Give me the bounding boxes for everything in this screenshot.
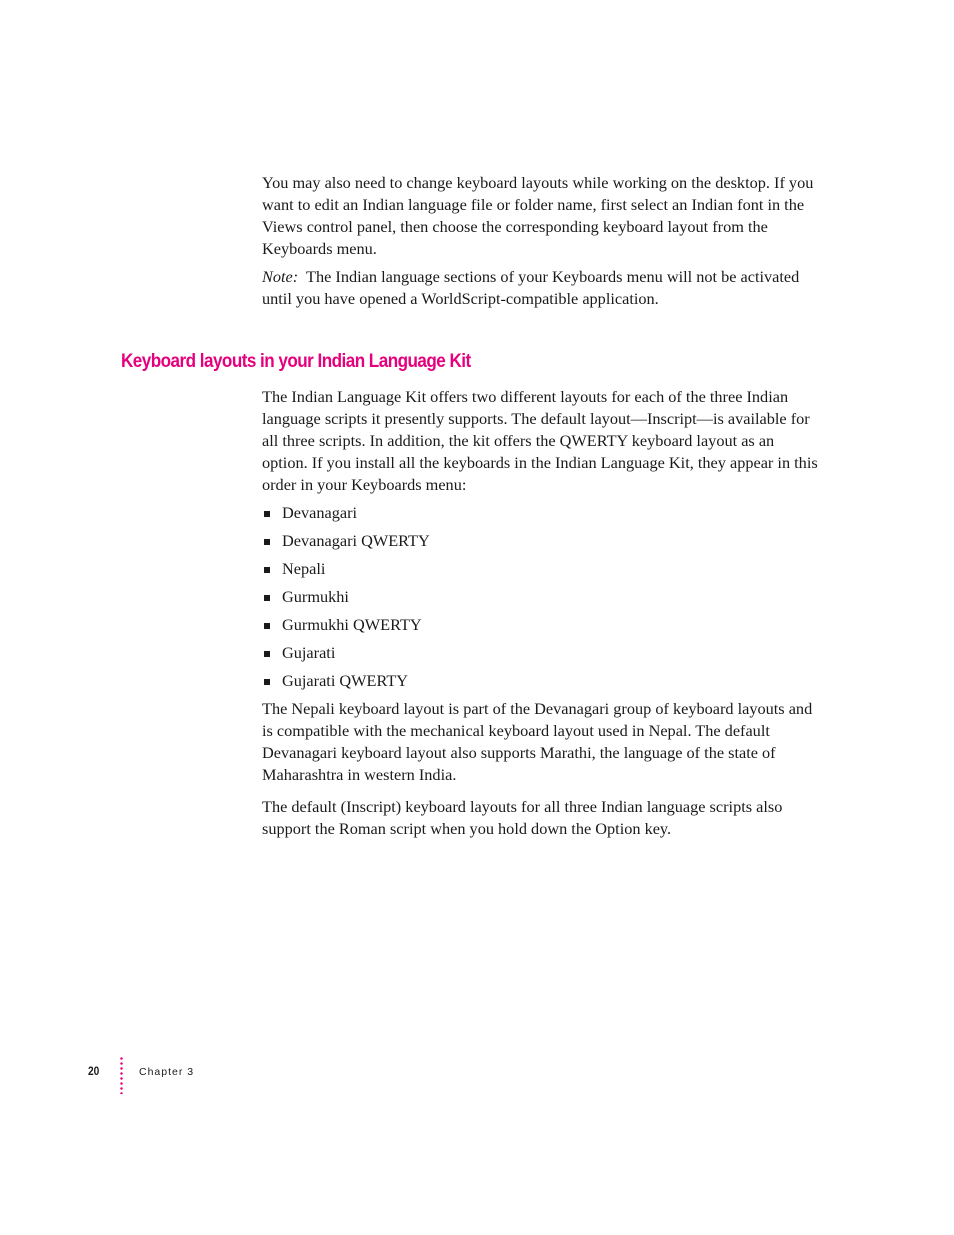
section-paragraph-2: The Nepali keyboard layout is part of the Devanagari group of keyboard layouts and is compatible with the mechanical keyboard layout used in Nepal. The default Devanagari keyboard layout also supports Marathi, the language of the state of Maharashtra in western India. [262, 699, 813, 784]
keyboard-list [262, 502, 822, 692]
section-body [262, 386, 822, 840]
square-bullet-icon [264, 511, 270, 517]
list-item [262, 530, 822, 552]
intro-paragraph: You may also need to change keyboard layouts while working on the desktop. If you want to edit an Indian language file or folder name, first select an Indian font in the Views control panel, then choose the corresponding keyboard layout from the Keyboards menu. [262, 173, 814, 258]
square-bullet-icon [264, 567, 270, 573]
list-item-label: Nepali [282, 559, 326, 578]
chapter-label: Chapter 3 [139, 1066, 195, 1078]
list-item [262, 614, 822, 636]
square-bullet-icon [264, 595, 270, 601]
section-paragraph-1: The Indian Language Kit offers two different layouts for each of the three Indian language scripts it presently supports. The default layout—Inscript—is available for all three scripts. In addition, the kit offers the QWERTY keyboard layout as an option. If you install all the keyboards in the Indian Language Kit, they appear in this order in your Keyboards menu: [262, 387, 818, 494]
list-item-label: Gujarati [282, 643, 336, 662]
list-item [262, 558, 822, 580]
list-item-label: Devanagari QWERTY [282, 531, 430, 550]
list-item-label: Devanagari [282, 503, 358, 522]
intro-block [262, 172, 822, 310]
square-bullet-icon [264, 679, 270, 685]
dotted-divider-icon [120, 1056, 123, 1094]
list-item [262, 670, 822, 692]
square-bullet-icon [264, 651, 270, 657]
note-label: Note: [262, 267, 299, 286]
page-number: 20 [88, 1064, 100, 1078]
list-item-label: Gujarati QWERTY [282, 671, 409, 690]
list-item [262, 586, 822, 608]
list-item [262, 502, 822, 524]
note-text: The Indian language sections of your Keyboards menu will not be activated until you have opened a WorldScript-compatible application. [262, 267, 800, 308]
list-item [262, 642, 822, 664]
list-item-label: Gurmukhi QWERTY [282, 615, 422, 634]
section-heading: Keyboard layouts in your Indian Language Kit [121, 351, 471, 372]
section-paragraph-3: The default (Inscript) keyboard layouts for all three Indian language scripts also support the Roman script when you hold down the Option key. [262, 797, 783, 838]
note-paragraph [262, 266, 822, 310]
list-item-label: Gurmukhi [282, 587, 349, 606]
square-bullet-icon [264, 539, 270, 545]
square-bullet-icon [264, 623, 270, 629]
